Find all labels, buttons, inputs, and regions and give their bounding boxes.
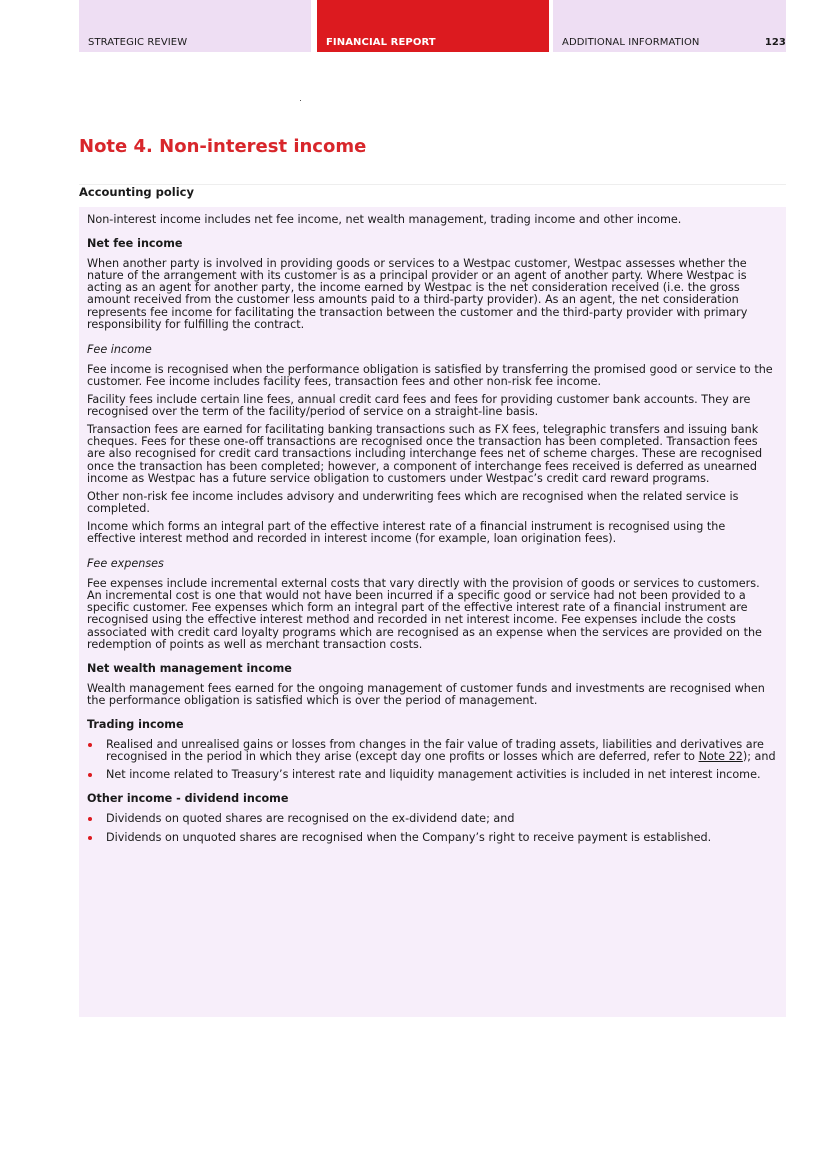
facility-fees-paragraph: Facility fees include certain line fees, annual credit card fees and fees for providing customer bank accounts. They are recognised over the term of the facility/period of service on a straight-line basis. (87, 393, 751, 419)
tab-label: ADDITIONAL INFORMATION (562, 37, 700, 48)
wealth-management-paragraph: Wealth management fees earned for the ongoing management of customer funds and investments are recognised when the performance obligation is satisfied which is over the period of management. (87, 681, 765, 707)
transaction-fees-paragraph: Transaction fees are earned for facilitating banking transactions such as FX fees, telegraphic transfers and issuing bank cheques. Fees for these one-off transactions are recognised once the transaction has been completed. Transaction fees are also recognised for credit card transactions including interchange fees net of scheme charges. These are recognised once the transaction has been completed; however, a component of interchange fees received is deferred as unearned income as Westpac has a future service obligation to customers under Westpac’s credit card reward programs. (87, 423, 763, 485)
wealth-management-heading: Net wealth management income (87, 661, 292, 675)
tab-label: FINANCIAL REPORT (326, 37, 436, 48)
intro-paragraph: Non-interest income includes net fee income, net wealth management, trading income and other income. (87, 213, 682, 226)
fee-expenses-heading: Fee expenses (87, 557, 164, 571)
list-item (87, 739, 777, 763)
page-title: Note 4. Non-interest income (79, 136, 367, 157)
effective-interest-paragraph: Income which forms an integral part of the effective interest rate of a financial instrument is recognised using the effective interest method and recorded in interest income (for example, loan origination fees). (87, 519, 726, 545)
tab-additional-information[interactable] (553, 0, 786, 52)
dividend-income-list (87, 813, 777, 843)
stray-dot (300, 100, 301, 101)
dividend-income-heading: Other income - dividend income (87, 792, 289, 806)
fee-expenses-paragraph: Fee expenses include incremental external costs that vary directly with the provision of goods or services to customers. An incremental cost is one that would not have been incurred if a specific good or service had not been provided to a specific customer. Fee expenses which form an integral part of the effective interest rate of a financial instrument are recognised using the effective interest method and recorded in net interest income. Fee expenses include the costs associated with credit card loyalty programs which are recognised as an expense when the services are provided on the redemption of points as well as merchant transaction costs. (87, 577, 762, 651)
list-item: Net income related to Treasury’s interest rate and liquidity management activities is included in net interest income. (87, 769, 777, 781)
fee-income-heading: Fee income (87, 342, 152, 356)
tab-label: STRATEGIC REVIEW (88, 37, 188, 48)
note-22-link[interactable]: Note 22 (698, 750, 743, 764)
bullet-tail: ); and (742, 750, 776, 764)
fee-income-paragraph: Fee income is recognised when the performance obligation is satisfied by transferring the promised good or service to the customer. Fee income includes facility fees, transaction fees and other non-risk fee income. (87, 362, 773, 388)
trading-income-heading: Trading income (87, 718, 184, 731)
tab-strategic-review[interactable] (79, 0, 311, 52)
policy-box (79, 207, 786, 1017)
trading-income-list (87, 739, 777, 781)
net-fee-income-heading: Net fee income (87, 237, 183, 251)
list-item: Dividends on quoted shares are recognised on the ex-dividend date; and (87, 813, 777, 825)
section-tabs (79, 0, 786, 52)
net-fee-income-paragraph: When another party is involved in providing goods or services to a Westpac customer, Westpac assesses whether the nature of the arrangement with its customer is as a principal provider or an agent of another party. Where Westpac is acting as an agent for another party, the income earned by Westpac is the net consideration received (i.e. the gross amount received from the customer less amounts paid to a third-party provider). As an agent, the net consideration represents fee income for facilitating the transaction between the customer and the third-party provider with primary responsibility for fulfilling the contract. (87, 257, 748, 331)
non-risk-fee-paragraph: Other non-risk fee income includes advisory and underwriting fees which are recognised when the related service is completed. (87, 489, 739, 515)
bullet-text: Realised and unrealised gains or losses from changes in the fair value of trading assets, liabilities and derivatives are recognised in the period in which they arise (except day one profits or losses which are deferred, refer to (106, 738, 764, 764)
accounting-policy-heading: Accounting policy (79, 184, 786, 199)
list-item: Dividends on unquoted shares are recognised when the Company’s right to receive payment is established. (87, 832, 777, 844)
tab-financial-report[interactable] (317, 0, 549, 52)
page-number: 123 (764, 37, 786, 48)
